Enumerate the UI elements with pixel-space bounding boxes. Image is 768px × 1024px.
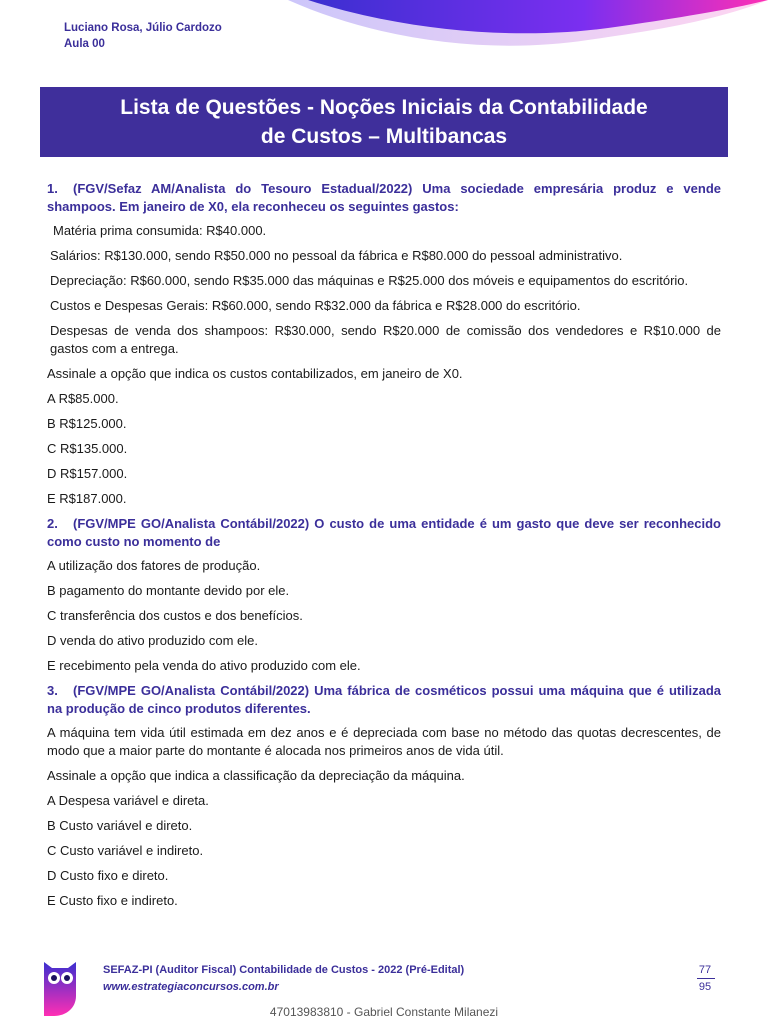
question-2-number: 2. bbox=[47, 516, 58, 531]
question-1-text: (FGV/Sefaz AM/Analista do Tesouro Estadual/2022) Uma sociedade empresária produz e vende shampoos. Em janeiro de X0, ela reconheceu os seguintes gastos: bbox=[47, 181, 721, 214]
question-1-item: Matéria prima consumida: R$40.000. bbox=[53, 223, 267, 238]
total-pages: 95 bbox=[698, 981, 712, 993]
page-title-line-2: de Custos – Multibancas bbox=[260, 125, 508, 148]
question-1-option: C R$135.000. bbox=[47, 441, 128, 456]
question-3-statement bbox=[47, 682, 721, 718]
question-2-option: B pagamento do montante devido por ele. bbox=[47, 583, 290, 598]
question-3-option: E Custo fixo e indireto. bbox=[47, 893, 178, 908]
question-1-item: Custos e Despesas Gerais: R$60.000, sendo R$32.000 da fábrica e R$28.000 do escritório. bbox=[50, 298, 581, 313]
question-2-option: A utilização dos fatores de produção. bbox=[47, 558, 261, 573]
question-3-text-body: A máquina tem vida útil estimada em dez anos e é depreciada com base no método das quotas decrescentes, de modo que a maior parte do montante é alocada nos primeiros anos de vida útil. bbox=[47, 725, 721, 758]
question-3-prompt: Assinale a opção que indica a classificação da depreciação da máquina. bbox=[47, 768, 465, 783]
page-title-line-1: Lista de Questões - Noções Iniciais da Contabilidade bbox=[120, 96, 648, 119]
question-2-option: E recebimento pela venda do ativo produzido com ele. bbox=[47, 658, 361, 673]
question-list bbox=[47, 180, 721, 917]
question-3-text: (FGV/MPE GO/Analista Contábil/2022) Uma fábrica de cosméticos possui uma máquina que é utilizada na produção de cinco produtos diferentes. bbox=[47, 683, 721, 716]
question-1-statement bbox=[47, 180, 721, 216]
question-2-option: C transferência dos custos e dos benefícios. bbox=[47, 608, 303, 623]
question-2-statement bbox=[47, 515, 721, 551]
question-3-option: B Custo variável e direto. bbox=[47, 818, 193, 833]
question-1-item: Depreciação: R$60.000, sendo R$35.000 das máquinas e R$25.000 dos móveis e equipamentos do escritório. bbox=[50, 273, 689, 288]
footer-user-watermark: 47013983810 - Gabriel Constante Milanezi bbox=[269, 1005, 499, 1019]
lesson-label: Aula 00 bbox=[64, 38, 105, 50]
question-3-option: C Custo variável e indireto. bbox=[47, 843, 204, 858]
question-1-prompt: Assinale a opção que indica os custos contabilizados, em janeiro de X0. bbox=[47, 366, 463, 381]
question-1-item: Despesas de venda dos shampoos: R$30.000, sendo R$20.000 de comissão dos vendedores e R$10.000 de gastos com a entrega. bbox=[50, 323, 721, 356]
question-2-option: D venda do ativo produzido com ele. bbox=[47, 633, 259, 648]
question-1-option: B R$125.000. bbox=[47, 416, 127, 431]
footer-website-link[interactable]: www.estrategiaconcursos.com.br bbox=[103, 981, 279, 993]
authors-name: Luciano Rosa, Júlio Cardozo bbox=[64, 22, 222, 34]
question-3-option: D Custo fixo e direto. bbox=[47, 868, 169, 883]
question-1-number: 1. bbox=[47, 181, 58, 196]
current-page: 77 bbox=[698, 964, 712, 976]
header-wave-decoration bbox=[288, 0, 768, 70]
question-1-option: A R$85.000. bbox=[47, 391, 119, 406]
footer-page-number bbox=[690, 962, 720, 996]
question-3-number: 3. bbox=[47, 683, 58, 698]
question-1-item: Salários: R$130.000, sendo R$50.000 no pessoal da fábrica e R$80.000 do pessoal administrativo. bbox=[50, 248, 623, 263]
page-divider-line bbox=[697, 978, 715, 979]
question-2-text: (FGV/MPE GO/Analista Contábil/2022) O custo de uma entidade é um gasto que deve ser reconhecido como custo no momento de bbox=[47, 516, 721, 549]
header-authors-block bbox=[64, 20, 222, 52]
question-1-option: D R$157.000. bbox=[47, 466, 128, 481]
footer-course-title: SEFAZ-PI (Auditor Fiscal) Contabilidade de Custos - 2022 (Pré-Edital) bbox=[103, 964, 465, 976]
question-3-option: A Despesa variável e direta. bbox=[47, 793, 209, 808]
question-1-option: E R$187.000. bbox=[47, 491, 127, 506]
page-title-box bbox=[40, 87, 728, 157]
